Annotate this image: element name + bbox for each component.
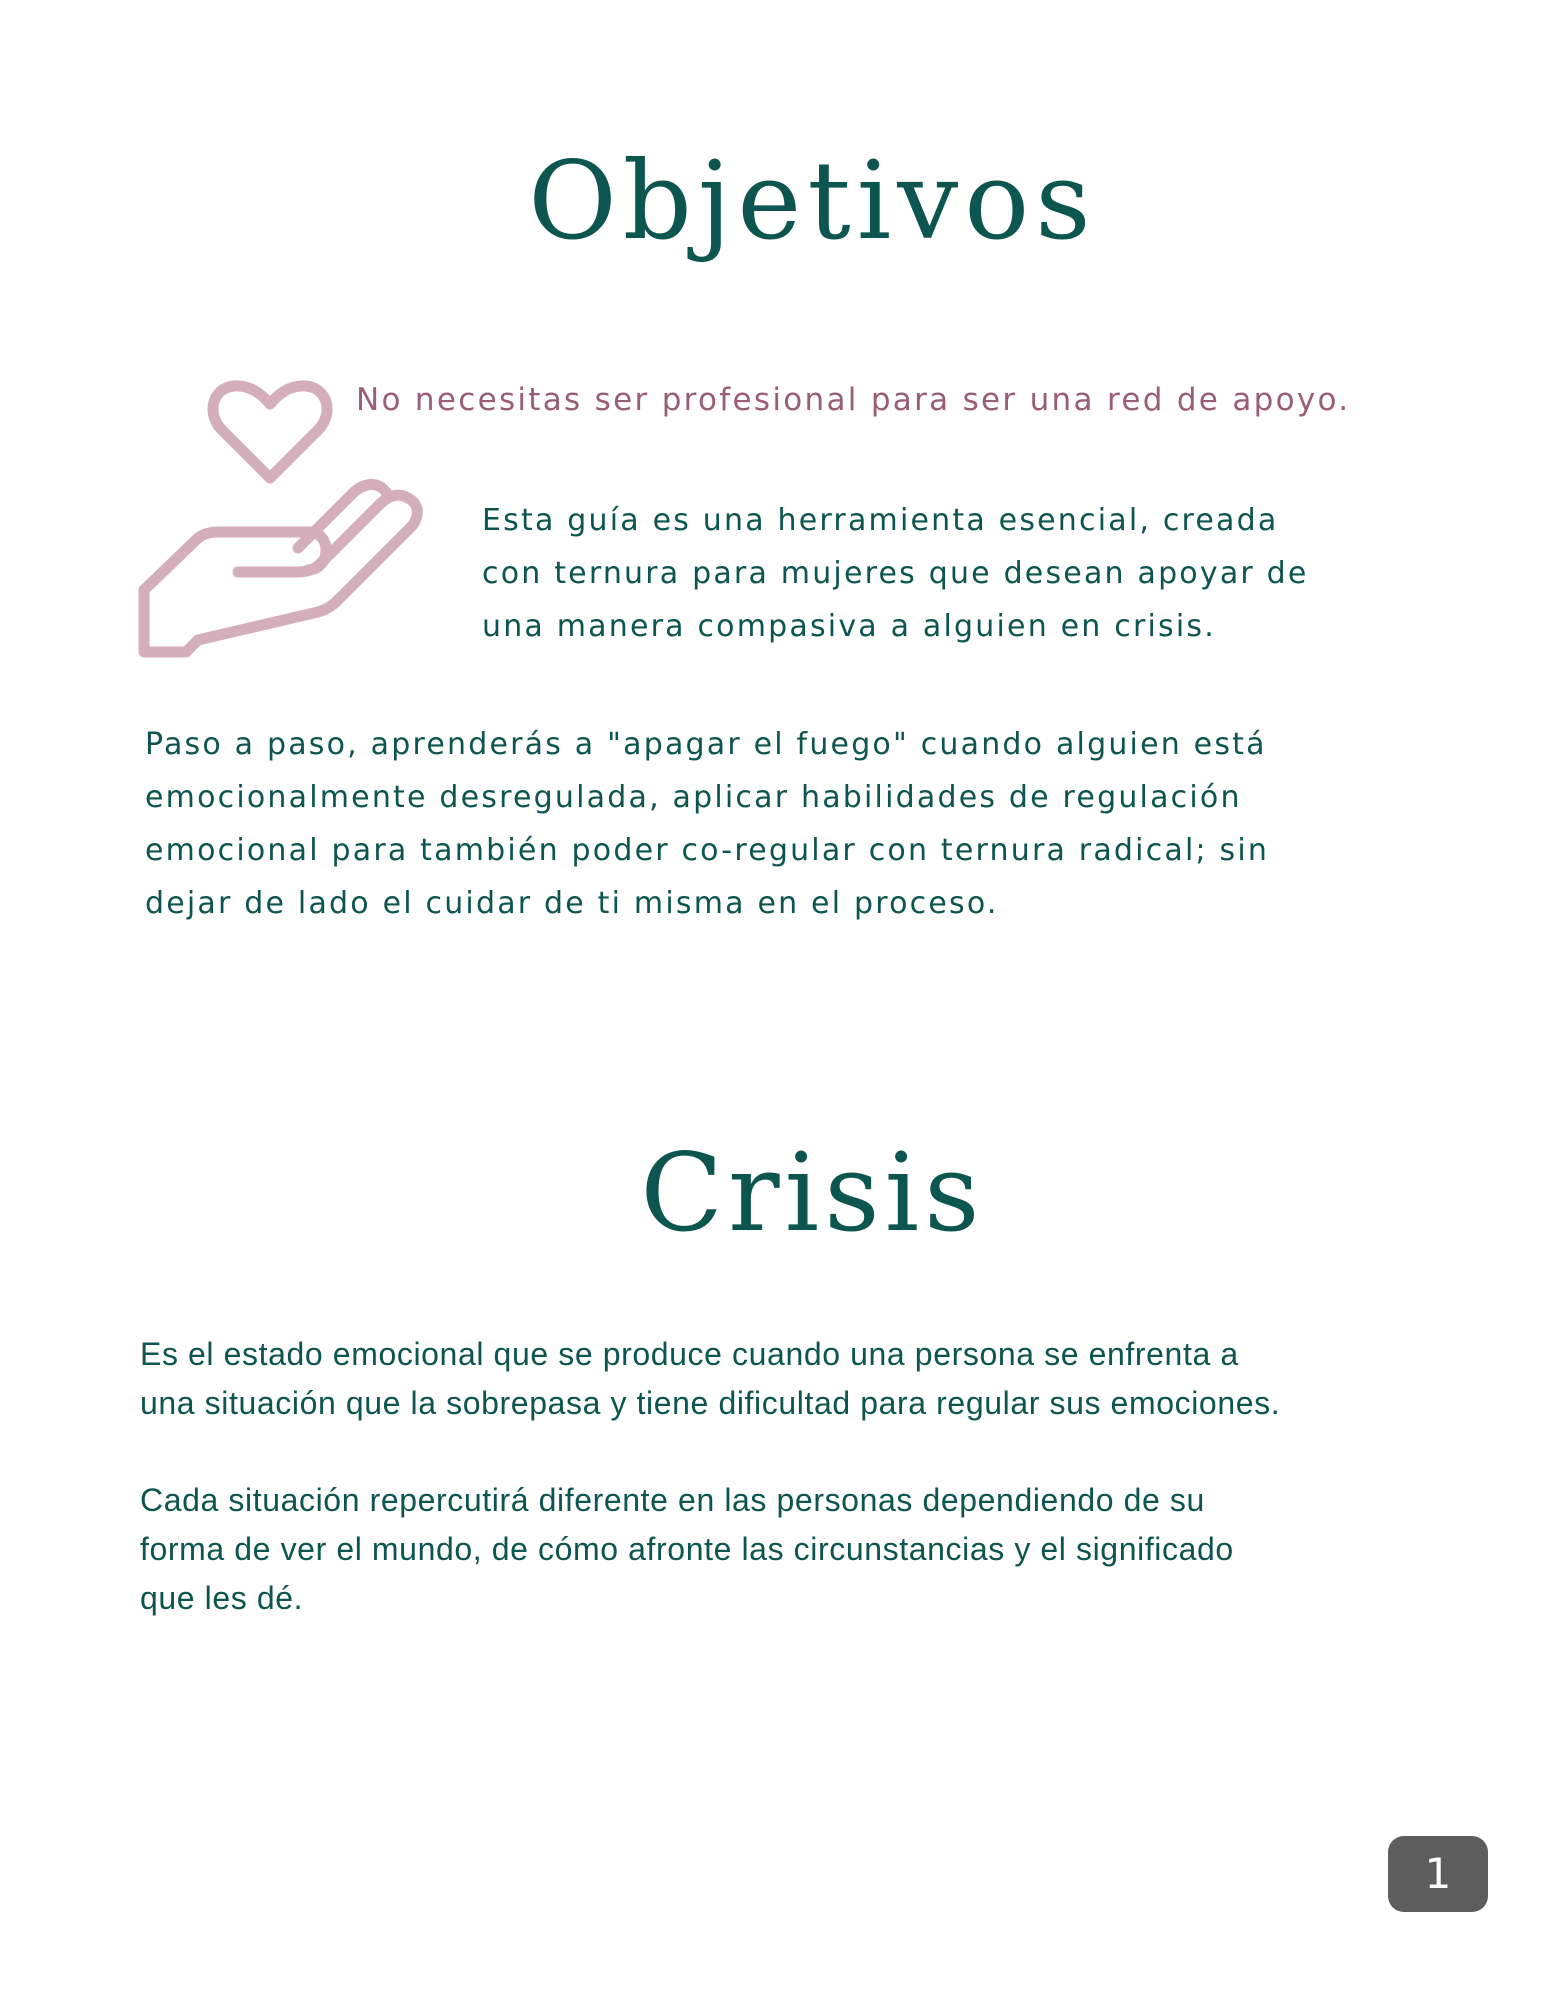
objetivos-intro xyxy=(482,494,1402,653)
intro-line: Esta guía es una herramienta esencial, creada xyxy=(482,503,1279,538)
intro-line: con ternura para mujeres que desean apoyar de xyxy=(482,556,1309,591)
objetivos-tagline: No necesitas ser profesional para ser una red de apoyo. xyxy=(356,382,1351,418)
page-number-badge: 1 xyxy=(1388,1836,1488,1912)
paso-line: emocional para también poder co-regular con ternura radical; sin xyxy=(145,833,1270,868)
objetivos-paso-paragraph xyxy=(145,718,1405,930)
paso-line: Paso a paso, aprenderás a "apagar el fuego" cuando alguien está xyxy=(145,727,1267,762)
cada-line: Cada situación repercutirá diferente en las personas dependiendo de su xyxy=(140,1482,1205,1518)
intro-line: una manera compasiva a alguien en crisis. xyxy=(482,609,1216,644)
paso-line: dejar de lado el cuidar de ti misma en el proceso. xyxy=(145,886,999,921)
cada-line: forma de ver el mundo, de cómo afronte las circunstancias y el significado xyxy=(140,1531,1234,1567)
definition-line: una situación que la sobrepasa y tiene dificultad para regular sus emociones. xyxy=(140,1385,1281,1421)
section-title-objetivos: Objetivos xyxy=(528,139,1097,264)
crisis-cada-paragraph xyxy=(140,1476,1440,1623)
section-title-crisis: Crisis xyxy=(640,1131,985,1256)
definition-line: Es el estado emocional que se produce cuando una persona se enfrenta a xyxy=(140,1336,1239,1372)
crisis-definition-paragraph xyxy=(140,1330,1440,1428)
cada-line: que les dé. xyxy=(140,1580,304,1616)
paso-line: emocionalmente desregulada, aplicar habilidades de regulación xyxy=(145,780,1242,815)
